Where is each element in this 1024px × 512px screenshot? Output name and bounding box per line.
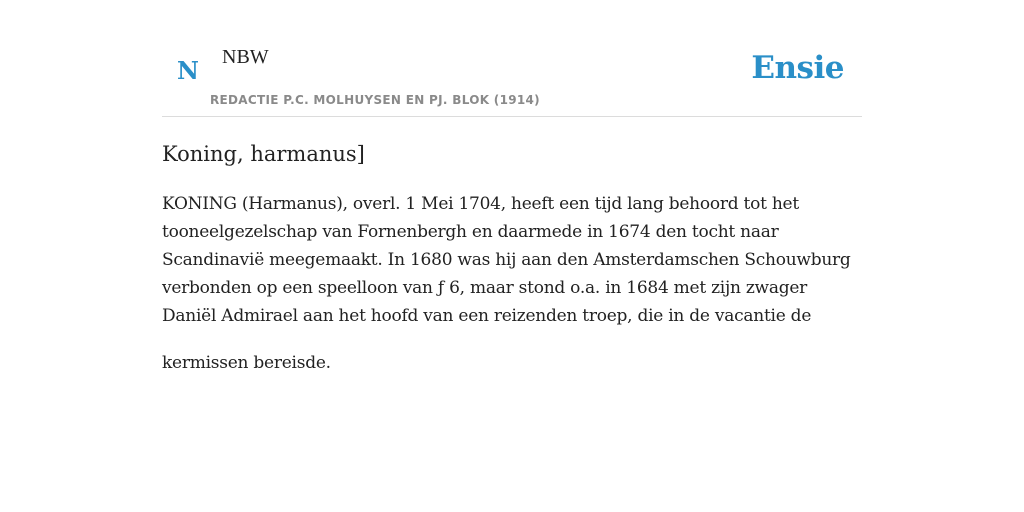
article-paragraph: KONING (Harmanus), overl. 1 Mei 1704, heeft een tijd lang behoord tot het tooneelgezelschap van Fornenbergh en daarmede in 1674 den tocht naar Scandinavië meegemaakt. In 1680 was hij aan den Amsterdamschen Schouwburg verbonden op een speelloon van ƒ 6, maar stond o.a. in 1684 met zijn zwager Daniël Admirael aan het hoofd van een reizenden troep, die in de vacantie de [162, 194, 851, 326]
source-logo[interactable]: N [177, 56, 199, 85]
entry-title: Koning, harmanus] [162, 142, 365, 166]
source-title[interactable]: NBW [222, 46, 269, 68]
brand-logo[interactable]: Ensie [751, 50, 844, 86]
article [162, 138, 862, 377]
source-header [162, 0, 862, 117]
source-subtitle: REDACTIE P.C. MOLHUYSEN EN PJ. BLOK (1914) [210, 93, 540, 107]
article-paragraph: kermissen bereisde. [162, 353, 331, 373]
